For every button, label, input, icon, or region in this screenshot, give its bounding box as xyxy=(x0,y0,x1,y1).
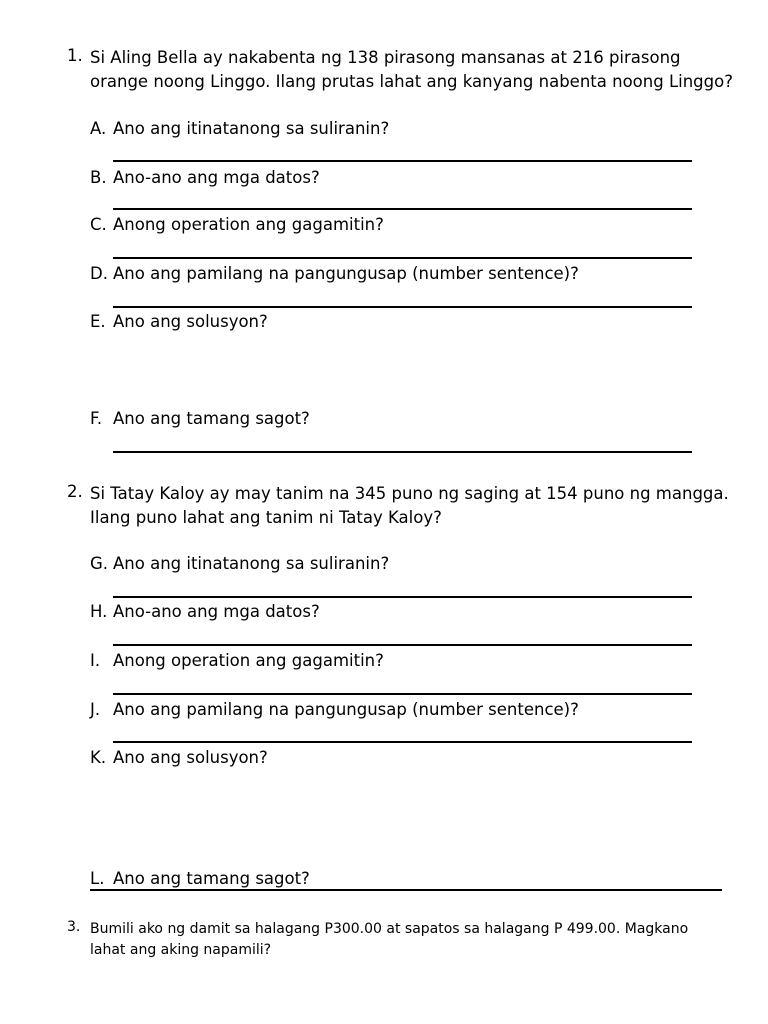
answer-line[interactable] xyxy=(90,889,722,891)
answer-line[interactable] xyxy=(113,596,692,598)
answer-line[interactable] xyxy=(113,693,692,695)
sub-question-text: Ano ang itinatanong sa suliranin? xyxy=(113,119,390,138)
sub-question-letter: F. xyxy=(90,409,103,428)
sub-question-text: Ano ang pamilang na pangungusap (number sentence)? xyxy=(113,700,579,719)
question-text: Bumili ako ng damit sa halagang P300.00 at sapatos sa halagang P 499.00. Magkano lahat ang aking napamili? xyxy=(90,921,689,958)
sub-question-text: Ano ang solusyon? xyxy=(113,312,268,331)
sub-question-f xyxy=(90,409,310,428)
question-text: Si Tatay Kaloy ay may tanim na 345 puno ng saging at 154 puno ng mangga. Ilang puno lahat ang tanim ni Tatay Kaloy? xyxy=(90,484,729,527)
sub-question-text: Anong operation ang gagamitin? xyxy=(113,215,384,234)
sub-question-g xyxy=(90,554,389,573)
sub-question-letter: J. xyxy=(90,700,101,719)
answer-line[interactable] xyxy=(113,257,692,259)
question-number: 3. xyxy=(67,919,81,935)
sub-question-text: Ano ang solusyon? xyxy=(113,748,268,767)
question-number: 1. xyxy=(67,46,83,65)
sub-question-letter: K. xyxy=(90,748,107,767)
sub-question-text: Ano-ano ang mga datos? xyxy=(113,168,320,187)
sub-question-text: Ano ang tamang sagot? xyxy=(113,869,310,888)
sub-question-letter: G. xyxy=(90,554,109,573)
sub-question-text: Anong operation ang gagamitin? xyxy=(113,651,384,670)
sub-question-b xyxy=(90,168,320,187)
sub-question-letter: A. xyxy=(90,119,107,138)
sub-question-letter: I. xyxy=(90,651,101,670)
sub-question-letter: B. xyxy=(90,168,107,187)
answer-line[interactable] xyxy=(113,160,692,162)
sub-question-text: Ano ang itinatanong sa suliranin? xyxy=(113,554,390,573)
sub-question-e xyxy=(90,312,268,331)
answer-line[interactable] xyxy=(113,644,692,646)
sub-question-h xyxy=(90,602,320,621)
sub-question-text: Ano-ano ang mga datos? xyxy=(113,602,320,621)
answer-line[interactable] xyxy=(113,451,692,453)
sub-question-letter: D. xyxy=(90,264,108,283)
sub-question-letter: H. xyxy=(90,602,108,621)
sub-question-a xyxy=(90,119,389,138)
sub-question-letter: C. xyxy=(90,215,107,234)
sub-question-letter: L. xyxy=(90,869,105,888)
sub-question-l xyxy=(90,869,310,888)
answer-line[interactable] xyxy=(113,741,692,743)
sub-question-i xyxy=(90,651,384,670)
sub-question-text: Ano ang pamilang na pangungusap (number sentence)? xyxy=(113,264,579,283)
sub-question-text: Ano ang tamang sagot? xyxy=(113,409,310,428)
sub-question-c xyxy=(90,215,384,234)
sub-question-d xyxy=(90,264,579,283)
answer-line[interactable] xyxy=(113,208,692,210)
answer-line[interactable] xyxy=(113,306,692,308)
sub-question-k xyxy=(90,748,268,767)
sub-question-letter: E. xyxy=(90,312,106,331)
sub-question-j xyxy=(90,700,579,719)
question-number: 2. xyxy=(67,482,83,501)
question-text: Si Aling Bella ay nakabenta ng 138 pirasong mansanas at 216 pirasong orange noong Linggo. Ilang prutas lahat ang kanyang nabenta noong Linggo? xyxy=(90,48,733,91)
